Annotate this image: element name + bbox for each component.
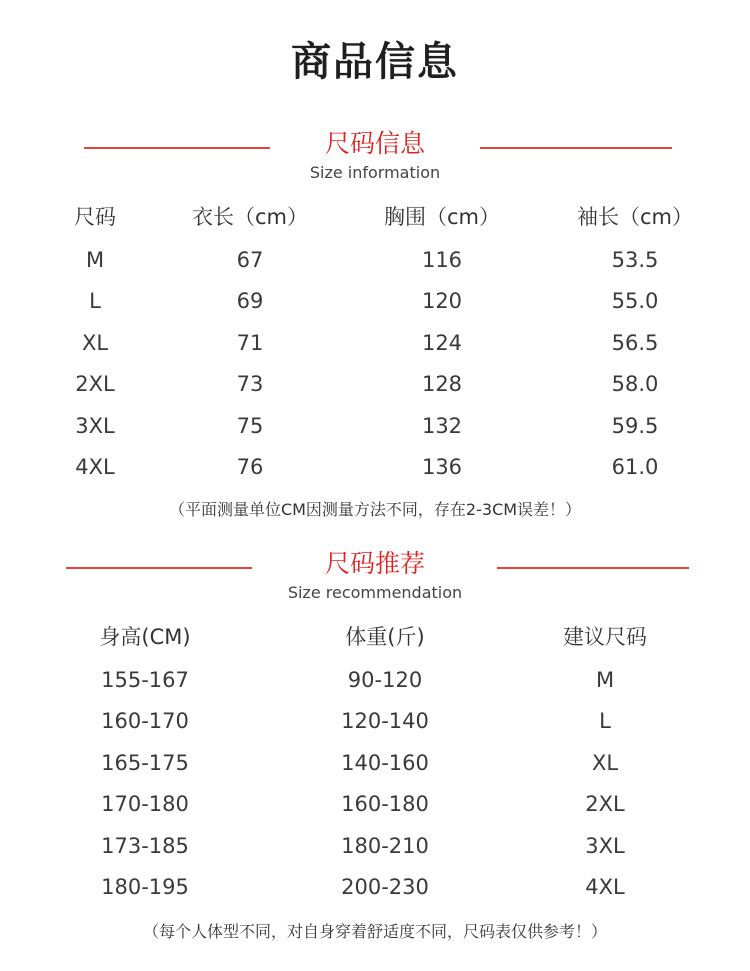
table-row [0, 742, 750, 784]
page-title: 商品信息 [291, 39, 459, 85]
cell-height: 180-195 [101, 875, 189, 899]
size-info-note: （平面测量单位CM因测量方法不同，存在2-3CM误差！） [168, 500, 582, 519]
cell-weight: 120-140 [341, 709, 429, 733]
cell-height: 155-167 [101, 668, 189, 692]
cell-height: 165-175 [101, 751, 189, 775]
size-rec-subtitle: Size recommendation [287, 583, 463, 602]
cell-size: L [89, 289, 101, 313]
cell-chest: 136 [421, 455, 463, 479]
size-info-title: 尺码信息 [324, 129, 425, 158]
cell-recommended-size: 4XL [585, 875, 625, 899]
cell-sleeve: 53.5 [611, 248, 659, 272]
cell-weight: 200-230 [341, 875, 429, 899]
cell-size: XL [81, 331, 109, 355]
size-info-header-row [0, 196, 750, 238]
table-row [0, 280, 750, 322]
table-row [0, 825, 750, 867]
cell-length: 75 [236, 414, 264, 438]
cell-weight: 180-210 [341, 834, 429, 858]
size-rec-note: （每个人体型不同，对自身穿着舒适度不同，尺码表仅供参考！） [142, 922, 607, 941]
cell-sleeve: 55.0 [611, 289, 659, 313]
header-sleeve: 袖长（cm） [576, 205, 693, 229]
cell-weight: 160-180 [341, 792, 429, 816]
cell-size: 2XL [75, 372, 115, 396]
cell-chest: 120 [421, 289, 463, 313]
cell-recommended-size: L [599, 709, 611, 733]
cell-height: 173-185 [101, 834, 189, 858]
cell-chest: 128 [421, 372, 463, 396]
header-length: 衣长（cm） [191, 205, 308, 229]
cell-recommended-size: 2XL [585, 792, 625, 816]
size-info-heading [0, 128, 750, 184]
cell-length: 73 [236, 372, 264, 396]
cell-size: M [85, 248, 105, 272]
table-row [0, 363, 750, 405]
cell-length: 67 [236, 248, 264, 272]
cell-weight: 140-160 [341, 751, 429, 775]
header-height: 身高(CM) [99, 625, 191, 649]
cell-chest: 124 [421, 331, 463, 355]
table-row [0, 866, 750, 908]
cell-length: 71 [236, 331, 264, 355]
cell-chest: 132 [421, 414, 463, 438]
cell-recommended-size: 3XL [585, 834, 625, 858]
table-row [0, 405, 750, 447]
cell-sleeve: 56.5 [611, 331, 659, 355]
table-row [0, 239, 750, 281]
size-rec-heading [0, 548, 750, 604]
table-row [0, 659, 750, 701]
cell-length: 76 [236, 455, 264, 479]
cell-size: 3XL [75, 414, 115, 438]
header-chest: 胸围（cm） [383, 205, 500, 229]
header-size: 尺码 [74, 205, 116, 229]
cell-weight: 90-120 [347, 668, 423, 692]
cell-length: 69 [236, 289, 264, 313]
table-row [0, 700, 750, 742]
cell-sleeve: 58.0 [611, 372, 659, 396]
cell-height: 170-180 [101, 792, 189, 816]
cell-sleeve: 61.0 [611, 455, 659, 479]
size-info-subtitle: Size information [309, 163, 441, 182]
cell-height: 160-170 [101, 709, 189, 733]
cell-chest: 116 [421, 248, 463, 272]
size-rec-header-row [0, 616, 750, 658]
table-row [0, 446, 750, 488]
table-row [0, 322, 750, 364]
cell-size: 4XL [75, 455, 115, 479]
header-weight: 体重(斤) [345, 625, 425, 649]
table-row [0, 783, 750, 825]
cell-recommended-size: XL [591, 751, 619, 775]
cell-sleeve: 59.5 [611, 414, 659, 438]
cell-recommended-size: M [595, 668, 615, 692]
header-recommended-size: 建议尺码 [563, 625, 647, 649]
size-rec-title: 尺码推荐 [324, 549, 425, 578]
